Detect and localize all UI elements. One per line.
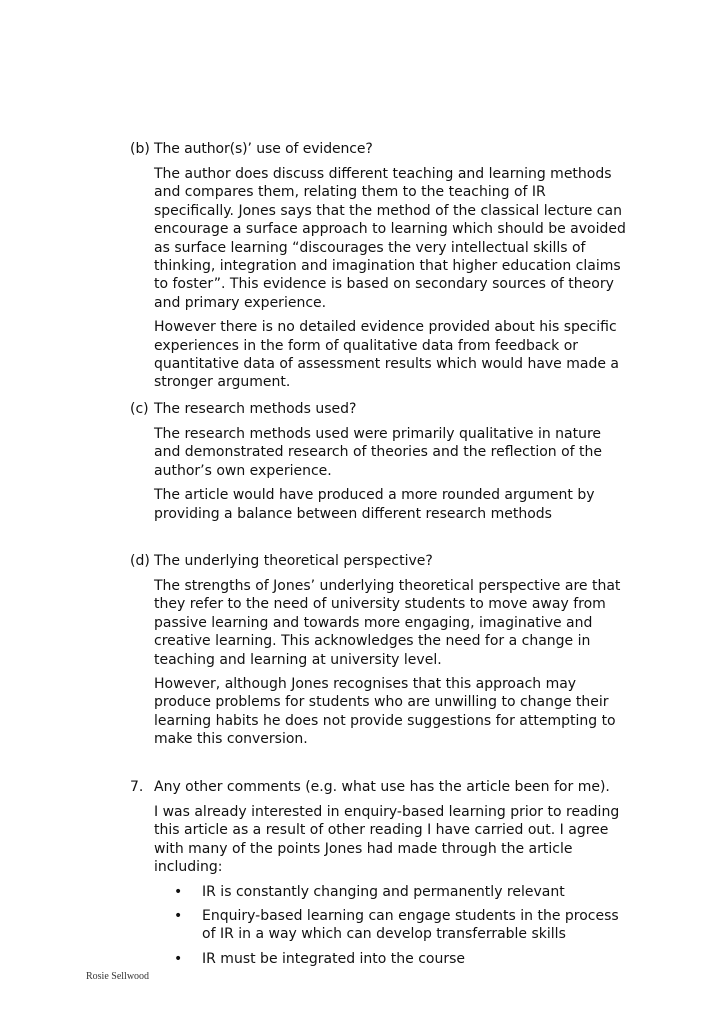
question-text-b: The author(s)’ use of evidence? xyxy=(154,141,373,157)
bullet-icon: • xyxy=(174,950,183,967)
question-marker-b: (b) xyxy=(130,141,150,157)
bullet-text: IR must be integrated into the course xyxy=(202,950,466,967)
question-text-7: Any other comments (e.g. what use has the article been for me). xyxy=(154,779,610,795)
question-text-c: The research methods used? xyxy=(154,401,357,417)
section-d xyxy=(130,552,630,749)
question-heading-7 xyxy=(130,778,630,797)
bullet-icon: • xyxy=(174,883,183,900)
list-item xyxy=(154,907,630,944)
answer-paragraph: The article would have produced a more rounded argument by providing a balance between different research methods xyxy=(154,487,595,522)
section-c xyxy=(130,400,630,523)
answer-paragraph: However there is no detailed evidence provided about his specific experiences in the form of qualitative data from feedback or quantitative data of assessment results which would have made a stronger argument. xyxy=(154,319,619,391)
section-7 xyxy=(130,778,630,974)
answer-paragraph: I was already interested in enquiry-based learning prior to reading this article as a result of other reading I have carried out. I agree with many of the points Jones had made through the article including: xyxy=(154,804,620,876)
answer-paragraph: However, although Jones recognises that this approach may produce problems for students who are unwilling to change their learning habits he does not provide suggestions for attempting to make this conversion. xyxy=(154,676,616,748)
list-item xyxy=(154,950,630,968)
question-heading-c xyxy=(130,400,630,419)
question-marker-c: (c) xyxy=(130,401,149,417)
answer-paragraph: The author does discuss different teaching and learning methods and compares them, relating them to the teaching of IR specifically. Jones says that the method of the classical lecture can encourage a surface approach to learning which should be avoided as surface learning “discourages the very intellectual skills of thinking, integration and imagination that higher education claims to foster”. This evidence is based on secondary sources of theory and primary experience. xyxy=(154,166,626,311)
footer-author: Rosie Sellwood xyxy=(86,971,150,982)
question-text-d: The underlying theoretical perspective? xyxy=(154,553,433,569)
answer-paragraph: The strengths of Jones’ underlying theoretical perspective are that they refer to the need of university students to move away from passive learning and towards more engaging, imaginative and creative learning. This acknowledges the need for a change in teaching and learning at university level. xyxy=(154,578,621,668)
question-marker-7: 7. xyxy=(130,779,144,795)
bullet-text: IR is constantly changing and permanently relevant xyxy=(202,883,565,900)
list-item xyxy=(154,883,630,901)
question-heading-b xyxy=(130,140,630,159)
section-b xyxy=(130,140,630,392)
answer-paragraph: The research methods used were primarily qualitative in nature and demonstrated research of theories and the reflection of the author’s own experience. xyxy=(154,426,603,479)
bullet-text: Enquiry-based learning can engage students in the process of IR in a way which can develop transferrable skills xyxy=(202,908,619,943)
bullet-icon: • xyxy=(174,908,183,925)
agreement-bullet-list xyxy=(154,883,630,969)
question-marker-d: (d) xyxy=(130,553,150,569)
question-heading-d xyxy=(130,552,630,571)
